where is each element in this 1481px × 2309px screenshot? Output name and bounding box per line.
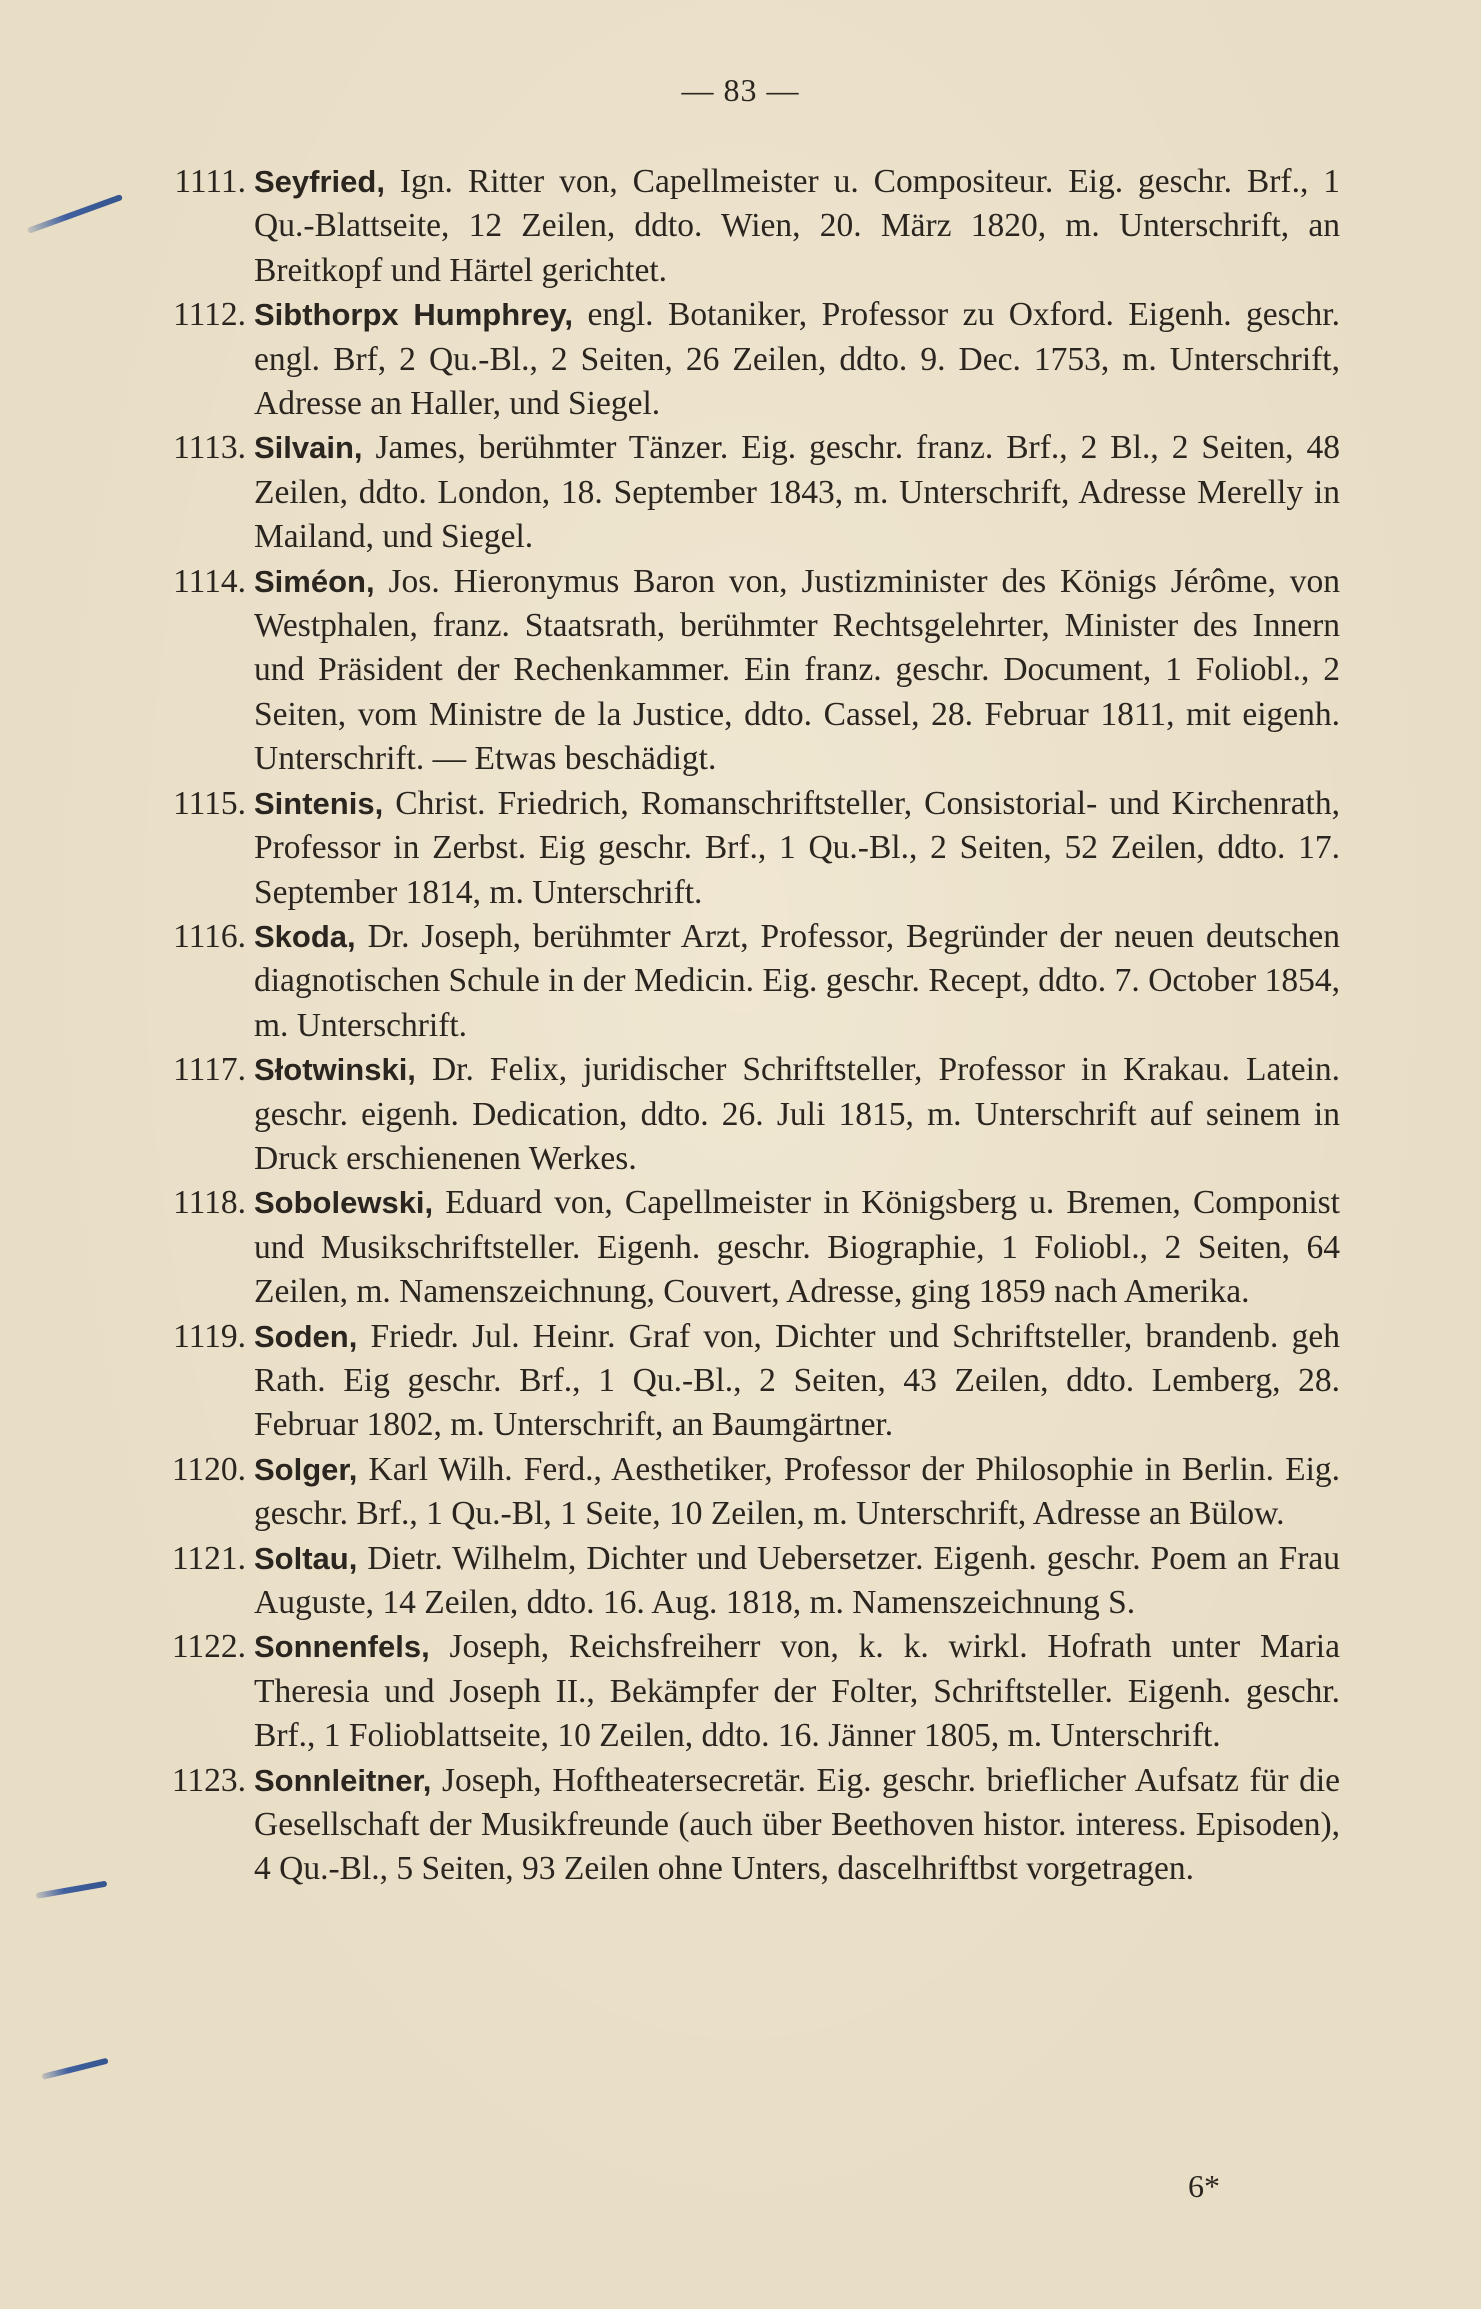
page-number: — 83 — bbox=[681, 72, 800, 108]
entry-number: 1116. bbox=[173, 917, 246, 955]
entry-1120 bbox=[150, 1448, 1340, 1537]
entry-number: 1120. bbox=[171, 1450, 246, 1488]
entry-description: Karl Wilh. Ferd., Aesthetiker, Professor der Philosophie in Berlin. Eig. geschr. Brf., 1 Qu.-Bl, 1 Seite, 10 Zeilen, m. Unterschrift, Adresse an Bülow. bbox=[254, 1450, 1340, 1533]
entry-name: Soden, bbox=[254, 1318, 358, 1354]
entry-description: Dr. Joseph, berühmter Arzt, Professor, Begründer der neuen deutschen diagnotischen Schule in der Medicin. Eig. geschr. Recept, ddto. 7. October 1854, m. Unterschrift. bbox=[254, 917, 1340, 1044]
entry-1115 bbox=[150, 782, 1340, 915]
entry-description: James, berühmter Tänzer. Eig. geschr. franz. Brf., 2 Bl., 2 Seiten, 48 Zeilen, ddto. London, 18. September 1843, m. Unterschrift, Adresse Merelly in Mailand, und Siegel. bbox=[254, 429, 1340, 556]
entry-name: Sonnleitner, bbox=[254, 1762, 432, 1798]
entry-description: Eduard von, Capellmeister in Königsberg u. Bremen, Componist und Musikschriftsteller. Eigenh. geschr. Biographie, 1 Foliobl., 2 Seiten, 64 Zeilen, m. Namenszeichnung, Couvert, Adresse, ging 1859 nach Amerika. bbox=[254, 1184, 1340, 1311]
entry-number: 1118. bbox=[173, 1184, 246, 1222]
entry-number: 1122. bbox=[171, 1628, 246, 1666]
catalogue-entries bbox=[150, 160, 1340, 1892]
entry-1112 bbox=[150, 293, 1340, 426]
entry-1117 bbox=[150, 1048, 1340, 1181]
entry-1121 bbox=[150, 1537, 1340, 1626]
entry-description: Joseph, Reichsfreiherr von, k. k. wirkl. Hofrath unter Maria Theresia und Joseph II., Bekämpfer der Folter, Schriftsteller. Eigenh. geschr. Brf., 1 Folioblattseite, 10 Zeilen, ddto. 16. Jänner 1805, m. Unterschrift. bbox=[254, 1628, 1340, 1755]
entry-name: Siméon, bbox=[254, 563, 375, 599]
entry-name: Sonnenfels, bbox=[254, 1629, 430, 1665]
entry-name: Sobolewski, bbox=[254, 1185, 434, 1221]
entry-description: engl. Botaniker, Professor zu Oxford. Eigenh. geschr. engl. Brf, 2 Qu.-Bl., 2 Seiten, 26 Zeilen, ddto. 9. Dec. 1753, m. Unterschrift, Adresse an Haller, und Siegel. bbox=[254, 296, 1340, 423]
entry-description: Dietr. Wilhelm, Dichter und Uebersetzer. Eigenh. geschr. Poem an Frau Auguste, 14 Zeilen, ddto. 16. Aug. 1818, m. Namenszeichnung S. bbox=[254, 1539, 1340, 1621]
entry-name: Silvain, bbox=[254, 430, 363, 466]
entry-number: 1121. bbox=[171, 1539, 246, 1577]
margin-pencil-mark-1122 bbox=[35, 1881, 107, 1899]
entry-number: 1111. bbox=[174, 163, 246, 200]
entry-number: 1117. bbox=[173, 1051, 246, 1089]
entry-1118 bbox=[150, 1181, 1340, 1314]
entry-1123 bbox=[150, 1759, 1340, 1892]
entry-description: Christ. Friedrich, Romanschriftsteller, Consistorial- und Kirchenrath, Professor in Zerbst. Eig geschr. Brf., 1 Qu.-Bl., 2 Seiten, 52 Zeilen, ddto. 17. September 1814, m. Unterschrift. bbox=[254, 784, 1340, 911]
entry-name: Seyfried, bbox=[254, 164, 385, 199]
entry-number: 1123. bbox=[171, 1761, 246, 1799]
entry-name: Skoda, bbox=[254, 918, 356, 954]
entry-description: Dr. Felix, juridischer Schriftsteller, Professor in Krakau. Latein. geschr. eigenh. Dedication, ddto. 26. Juli 1815, m. Unterschrift auf seinem in Druck erschienenen Werkes. bbox=[254, 1051, 1340, 1177]
entry-number: 1114. bbox=[173, 562, 246, 600]
entry-name: Słotwinski, bbox=[254, 1052, 416, 1088]
entry-name: Sintenis, bbox=[254, 785, 384, 821]
entry-1116 bbox=[150, 915, 1340, 1048]
margin-pencil-mark-1111 bbox=[27, 194, 123, 234]
entry-description: Joseph, Hoftheatersecretär. Eig. geschr. brieflicher Aufsatz für die Gesellschaft der Musikfreunde (auch über Beethoven histor. interess. Episoden), 4 Qu.-Bl., 5 Seiten, 93 Zeilen ohne Unters, dascelhriftbst vorgetragen. bbox=[254, 1761, 1340, 1888]
entry-name: Solger, bbox=[254, 1451, 358, 1487]
entry-1122 bbox=[150, 1625, 1340, 1758]
entry-number: 1119. bbox=[173, 1317, 246, 1355]
entry-description: Friedr. Jul. Heinr. Graf von, Dichter und Schriftsteller, brandenb. geh Rath. Eig geschr. Brf., 1 Qu.-Bl., 2 Seiten, 43 Zeilen, ddto. Lemberg, 28. Februar 1802, m. Unterschrift, an Baumgärtner. bbox=[254, 1317, 1340, 1444]
entry-description: Ign. Ritter von, Capellmeister u. Compositeur. Eig. geschr. Brf., 1 Qu.-Blattseite, 12 Zeilen, ddto. Wien, 20. März 1820, m. Unterschrift, an Breitkopf und Härtel gerichtet. bbox=[254, 163, 1340, 289]
signature-mark: 6* bbox=[1188, 2168, 1220, 2204]
entry-number: 1112. bbox=[173, 296, 246, 334]
entry-name: Soltau, bbox=[254, 1540, 358, 1576]
entry-number: 1113. bbox=[173, 429, 246, 467]
entry-1111 bbox=[150, 160, 1340, 293]
entry-1113 bbox=[150, 426, 1340, 559]
entry-name: Sibthorpx Humphrey, bbox=[254, 297, 573, 333]
entry-1119 bbox=[150, 1315, 1340, 1448]
entry-1114 bbox=[150, 560, 1340, 782]
entry-description: Jos. Hieronymus Baron von, Justizminister des Königs Jérôme, von Westphalen, franz. Staatsrath, berühmter Rechtsgelehrter, Minister des Innern und Präsident der Rechenkammer. Ein franz. geschr. Document, 1 Foliobl., 2 Seiten, vom Ministre de la Justice, ddto. Cassel, 28. Februar 1811, mit eigenh. Unterschrift. — Etwas beschädigt. bbox=[254, 562, 1340, 778]
entry-number: 1115. bbox=[173, 784, 246, 822]
margin-pencil-mark-1123 bbox=[41, 2058, 108, 2080]
